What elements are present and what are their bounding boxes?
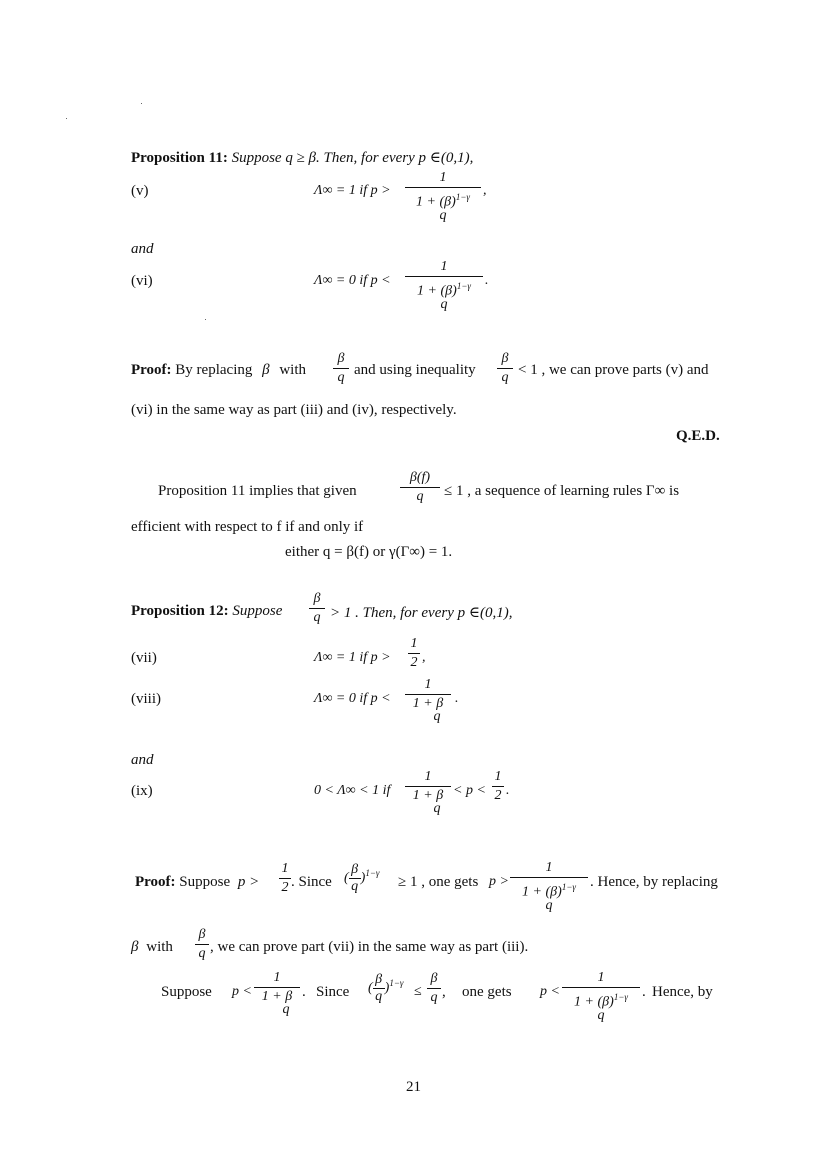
proof2-line3-power: ( $\frac{\beta}{q}$ )$^{1-\gamma}$ <box>368 972 404 1004</box>
proof2-line2-rest: , we can prove part (vii) in the same way as part (iii). <box>210 939 529 955</box>
proof1-text2: and using inequality <box>354 362 476 378</box>
page-number: 21 <box>406 1079 421 1095</box>
proof2-line2-frac: β q <box>195 927 209 962</box>
item-v-expr: Λ∞ = 1 if p > <box>314 183 391 198</box>
prop12-heading: Proposition 12: Suppose <box>131 603 283 619</box>
item-v-fraction: 1 $1 + (\beta)^{1-\gamma}$ q <box>405 170 481 224</box>
item-vii-label: (vii) <box>131 650 157 666</box>
prop11-statement: Suppose q ≥ β. Then, for every p ∈(0,1), <box>231 150 474 166</box>
proof2-fraction: 1 $1 + (\beta)^{1-\gamma}$ q <box>510 860 588 914</box>
para-line3: either q = β(f) or γ(Γ∞) = 1. <box>285 544 453 560</box>
item-v-label: (v) <box>131 183 149 199</box>
proof2-line3-hence: Hence, by <box>652 984 713 1000</box>
scan-speck <box>141 103 142 104</box>
prop12-frac: β q <box>309 591 325 626</box>
prop11-heading <box>131 148 473 167</box>
proof2-line2: β with <box>131 939 173 955</box>
prop12-statement: > 1 . Then, for every p ∈(0,1), <box>330 605 513 621</box>
proof1-line2: (vi) in the same way as part (iii) and (iv), respectively. <box>131 402 457 418</box>
and-connector: and <box>131 241 154 257</box>
para-fraction: β(f) q <box>400 470 440 505</box>
proof2-since: . Since <box>291 874 332 890</box>
item-viii-expr: Λ∞ = 0 if p < <box>314 691 391 706</box>
prop11-title: Proposition 11: <box>131 150 228 166</box>
proof1-frac1: β q <box>333 351 349 386</box>
para-text1: Proposition 11 implies that given <box>158 483 357 499</box>
item-vi-fraction: 1 $1 + (\beta)^{1-\gamma}$ q <box>405 259 483 313</box>
scan-speck <box>66 118 67 119</box>
proof2-p-gt: p > <box>489 874 509 889</box>
item-ix-expr: 0 < Λ∞ < 1 if <box>314 783 391 798</box>
proof2-gets: ≥ 1 , one gets <box>398 874 479 890</box>
item-ix-fraction: 1 1 + β q <box>405 769 451 817</box>
item-ix-mid: < p < <box>453 783 486 798</box>
para-text2: ≤ 1 , a sequence of learning rules Γ∞ is <box>444 483 680 499</box>
proof2-line3-leq: ≤ <box>414 984 422 999</box>
proof2-line3-frac2: β q <box>427 971 441 1006</box>
item-vi-label: (vi) <box>131 273 153 289</box>
qed: Q.E.D. <box>676 428 720 444</box>
document-page: Proposition 11: Suppose q ≥ β. Then, for every p ∈(0,1), (v) Λ∞ = 1 if p > 1 $1 + (\beta)^{1-\gamma}$ q , and (vi) Λ∞ = 0 if p < 1 $1 + (\beta)^{1-\gamma}$ q . Proof: By replacing β with β q and using inequality β q < 1 , we can prove parts (v) and (vi) in the same way as part (iii) and (iv), respectively. Q.E.D. Proposition 11 implies that given β(f) q ≤ 1 , a sequence of learning rules Γ∞ is efficient with respect to f if and only if either q = β(f) or γ(Γ∞) = 1. Proposition 12: Suppose β q > 1 . Then, for every p ∈(0,1), (vii) Λ∞ = 1 if p > 1 2 , (viii) Λ∞ = 0 if p < 1 1 + β q . and (ix) 0 < Λ∞ < 1 if 1 1 + β q < p < 1 2 . Proof: Suppose p > 1 2 . Since ( $\frac{\beta}{q}$ )$^{1-\gamma}$ ≥ 1 , one gets p > 1 $1 + (\beta)^{1-\gamma}$ q . Hence, by replacing β with β q , we can prove part (vii) in the same way as part (iii). Suppose p < 1 1 + β q . Since ( $\frac{\beta}{q}$ )$^{1-\gamma}$ ≤ β q , one gets p < 1 $1 + (\beta)^{1-\gamma}$ q . Hence, by 21 <box>0 0 827 1170</box>
item-vi-expr: Λ∞ = 0 if p < <box>314 273 391 288</box>
proof2-line3-frac3: 1 $1 + (\beta)^{1-\gamma}$ q <box>562 970 640 1024</box>
proof1-frac2: β q <box>497 351 513 386</box>
item-vii-half: 1 2 <box>408 636 420 671</box>
item-viii-fraction: 1 1 + β q <box>405 677 451 725</box>
and-connector-2: and <box>131 752 154 768</box>
proof1-line1: Proof: By replacing β with <box>131 362 307 378</box>
proof2-line1-start: Proof: Suppose p > <box>135 874 260 890</box>
proof2-line3-frac1: 1 1 + β q <box>254 970 300 1018</box>
item-ix-half: 1 2 <box>492 769 504 804</box>
scan-speck <box>205 319 206 320</box>
proof2-line3-plt: p < <box>232 984 252 999</box>
item-ix-label: (ix) <box>131 783 153 799</box>
proof2-line3-since: Since <box>316 984 350 1000</box>
proof2-line3-suppose: Suppose <box>161 984 212 1000</box>
para-line2: efficient with respect to f if and only if <box>131 519 364 535</box>
proof2-line3-plt2: p < <box>540 984 560 999</box>
proof2-half: 1 2 <box>279 861 291 896</box>
proof2-line3-gets: one gets <box>462 984 512 1000</box>
item-vii-expr: Λ∞ = 1 if p > <box>314 650 391 665</box>
proof2-hence: . Hence, by replacing <box>590 874 718 890</box>
item-viii-label: (viii) <box>131 691 161 707</box>
proof2-power: ( $\frac{\beta}{q}$ )$^{1-\gamma}$ <box>344 862 380 894</box>
proof1-text3: < 1 , we can prove parts (v) and <box>518 362 709 378</box>
